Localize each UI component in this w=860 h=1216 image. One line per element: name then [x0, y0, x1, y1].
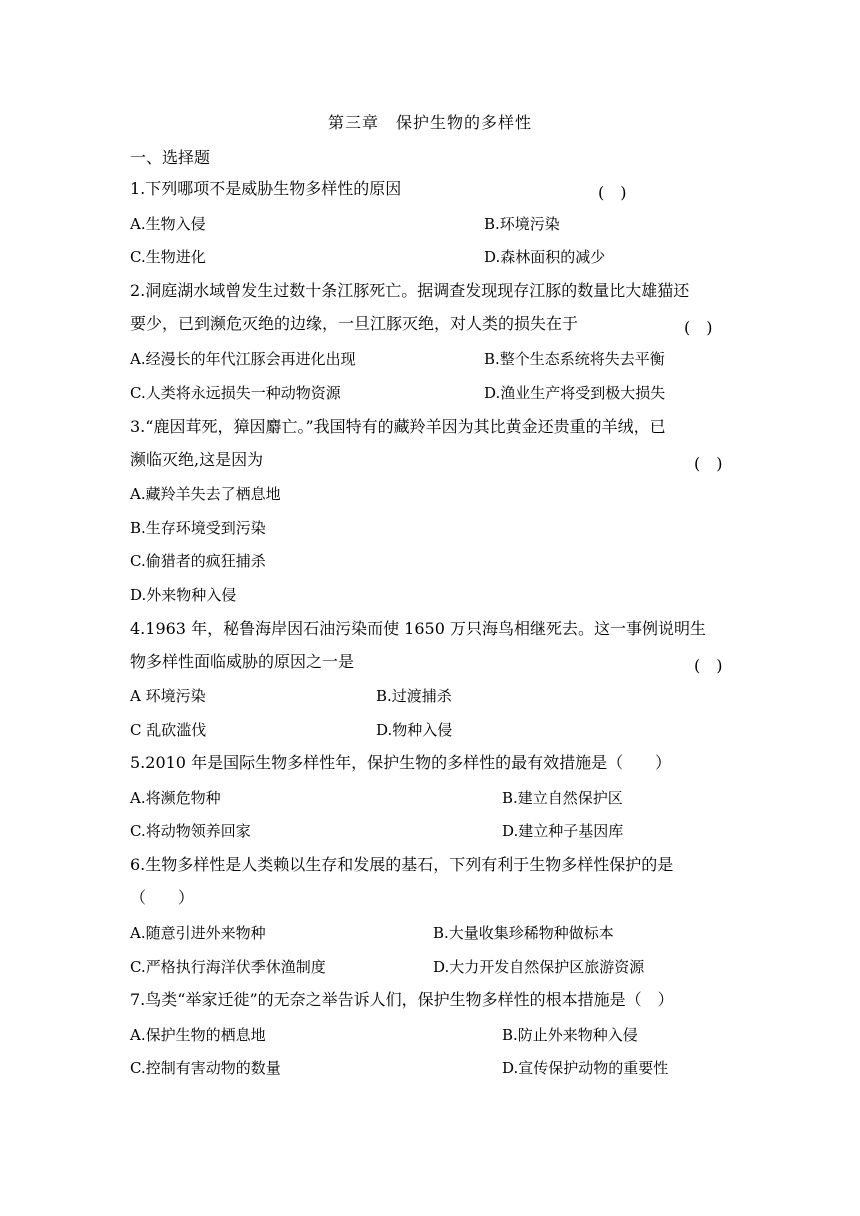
question-4-stem-line-2: 物多样性面临威胁的原因之一是: [130, 652, 355, 671]
question-3-stem-line-2: 濒临灭绝,这是因为: [130, 450, 264, 469]
question-4-option-c: C 乱砍滥伐: [130, 721, 207, 739]
question-5-option-b: B.建立自然保护区: [502, 789, 623, 807]
page-title: 第三章 保护生物的多样性: [327, 113, 532, 132]
question-6-option-d: D.大力开发自然保护区旅游资源: [433, 958, 645, 976]
question-2-option-d: D.渔业生产将受到极大损失: [484, 384, 666, 402]
question-7-option-d: D.宣传保护动物的重要性: [502, 1059, 669, 1077]
question-6-stem-line-1: 6.生物多样性是人类赖以生存和发展的基石，下列有利于生物多样性保护的是: [130, 855, 674, 874]
question-7-option-b: B.防止外来物种入侵: [502, 1026, 638, 1044]
question-7-option-a: A.保护生物的栖息地: [130, 1026, 266, 1044]
question-6-stem-line-2: （ ）: [130, 888, 195, 907]
question-2-stem-line-2: 要少，已到濒危灭绝的边缘，一旦江豚灭绝，对人类的损失在于: [130, 314, 579, 333]
question-4-option-a: A 环境污染: [130, 687, 206, 705]
question-7-option-c: C.控制有害动物的数量: [130, 1059, 281, 1077]
question-1-answer-paren: ( ): [598, 183, 627, 202]
question-1-stem: 1.下列哪项不是威胁生物多样性的原因: [130, 179, 402, 198]
question-5-stem: 5.2010 年是国际生物多样性年，保护生物的多样性的最有效措施是（ ）: [130, 753, 672, 772]
question-5-option-a: A.将濒危物种: [130, 789, 221, 807]
question-6-option-b: B.大量收集珍稀物种做标本: [433, 924, 614, 942]
question-3-option-d: D.外来物种入侵: [130, 586, 237, 604]
question-1-option-d: D.森林面积的减少: [484, 248, 606, 266]
question-2-option-c: C.人类将永远损失一种动物资源: [130, 384, 341, 402]
question-4-answer-paren: ( ): [694, 656, 723, 675]
question-1-option-b: B.环境污染: [484, 215, 560, 233]
question-2-stem-line-1: 2.洞庭湖水域曾发生过数十条江豚死亡。据调查发现现存江豚的数量比大雄猫还: [130, 281, 690, 300]
question-3-option-a: A.藏羚羊失去了栖息地: [130, 485, 281, 503]
question-4-stem-line-1: 4.1963 年，秘鲁海岸因石油污染而使 1650 万只海鸟相继死去。这一事例说明生: [130, 619, 706, 638]
question-3-stem-line-1: 3.“鹿因茸死，獐因麝亡。”我国特有的藏羚羊因为其比黄金还贵重的羊绒，已: [130, 417, 666, 436]
question-3-option-c: C.偷猎者的疯狂捕杀: [130, 552, 266, 570]
question-5-option-d: D.建立种子基因库: [502, 822, 624, 840]
question-2-answer-paren: ( ): [684, 318, 713, 337]
question-4-option-b: B.过渡捕杀: [376, 687, 452, 705]
question-6-option-c: C.严格执行海洋伏季休渔制度: [130, 958, 326, 976]
question-3-option-b: B.生存环境受到污染: [130, 519, 266, 537]
question-6-option-a: A.随意引进外来物种: [130, 924, 266, 942]
question-2-option-b: B.整个生态系统将失去平衡: [484, 350, 665, 368]
question-4-option-d: D.物种入侵: [376, 721, 453, 739]
question-7-stem: 7.鸟类“举家迁徙”的无奈之举告诉人们，保护生物多样性的根本措施是（ ）: [130, 990, 674, 1009]
question-2-option-a: A.经漫长的年代江豚会再进化出现: [130, 350, 356, 368]
section-heading: 一、选择题: [130, 148, 211, 167]
question-1-option-a: A.生物入侵: [130, 215, 206, 233]
question-3-answer-paren: ( ): [694, 454, 723, 473]
question-1-option-c: C.生物进化: [130, 248, 206, 266]
question-5-option-c: C.将动物领养回家: [130, 822, 251, 840]
